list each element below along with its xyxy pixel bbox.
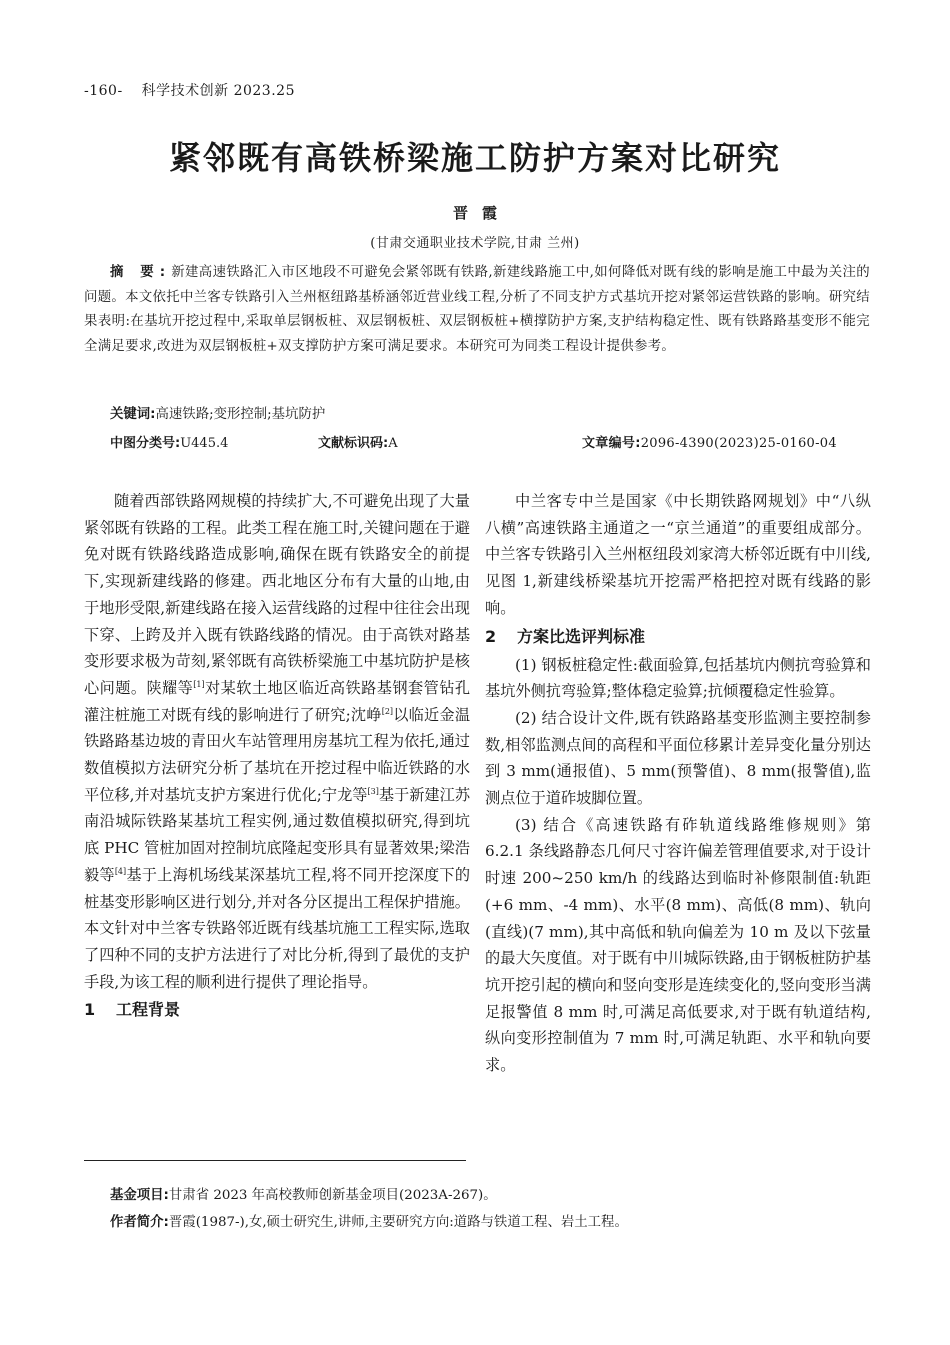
author-name: 晋霞 — [452, 204, 511, 222]
citation-4: [4] — [114, 866, 127, 876]
abstract — [84, 261, 870, 359]
author-affiliation: (甘肃交通职业技术学院,甘肃 兰州) — [370, 236, 580, 251]
page-number: -160- — [84, 83, 123, 99]
right-column — [485, 488, 871, 1079]
section-2-number: 2 — [485, 626, 497, 646]
intro-text-e: 基于上海机场线某深基坑工程,将不同开挖深度下的桩基变形影响区进行划分,并对各分区提出工程保护措施。本文针对中兰客专铁路邻近既有线基坑施工工程实际,选取了四种不同的支护方法进行了对比分析,得到了最优的支护手段,为该工程的顺利进行提供了理论指导。 — [84, 865, 471, 991]
left-column — [84, 488, 470, 1025]
bio-label: 作者简介: — [110, 1215, 169, 1230]
intro-text-a: 随着西部铁路网规模的持续扩大,不可避免出现了大量紧邻既有铁路的工程。此类工程在施工时,关键问题在于避免对既有铁路线路造成影响,确保在既有铁路安全的前提下,实现新建线路的修建。西北地区分布有大量的山地,由于地形受限,新建线路在接入运营线路的过程中往往会出现下穿、上跨及并入既有铁路线路的情况。由于高铁对路基变形要求极为苛刻,紧邻既有高铁桥梁施工中基坑防护是核心问题。陕耀等 — [84, 492, 470, 697]
funding-note — [110, 1184, 497, 1203]
intro-text-c: 以临近金温铁路路基边坡的青田火车站管理用房基坑工程为依托,通过数值模拟方法研究分析了基坑在开挖过程中临近铁路的水平位移,并对基坑支护方案进行优化;宁龙等 — [84, 705, 471, 804]
footnote-divider — [84, 1160, 466, 1161]
section-2-title: 方案比选评判标准 — [517, 626, 646, 646]
section-2-heading — [485, 624, 871, 650]
criterion-3: (3) 结合《高速铁路有砟轨道线路维修规则》第 6.2.1 条线路静态几何尺寸容许偏差管理值要求,对于设计时速 200~250 km/h 的线路达到临时补修限制值:轨距(+6 mm、-4 mm)、水平(8 mm)、高低(8 mm)、轨向(直线)(7 mm),其中高低和轨向偏差为 10 m 及以下弦量的最大矢度值。对于既有中川城际铁路,由于钢板桩防护基坑开挖引起的横向和竖向变形是连续变化的,竖向变形当满足报警值 8 mm 时,可满足高低要求,对于既有轨道结构,纵向变形控制值为 7 mm 时,可满足轨距、水平和轨向要求。 — [485, 815, 871, 1075]
abstract-label: 摘 要: — [110, 265, 172, 280]
citation-1: [1] — [193, 679, 205, 689]
keywords — [110, 403, 325, 422]
keywords-text: 高速铁路;变形控制;基坑防护 — [155, 407, 326, 422]
article-number-value: 2096-4390(2023)25-0160-04 — [640, 436, 837, 451]
funding-label: 基金项目: — [110, 1188, 169, 1203]
clc-label: 中图分类号: — [110, 436, 181, 451]
document-code — [318, 432, 398, 451]
intro-text-d: 基于新建江苏南沿城际铁路某基坑工程实例,通过数值模拟研究,得到坑底 PHC 管桩加固对控制坑底隆起变形具有显著效果;梁浩毅等 — [84, 785, 470, 884]
doc-code-label: 文献标识码: — [318, 436, 389, 451]
author-bio — [110, 1211, 628, 1230]
clc-number — [110, 432, 228, 451]
criterion-1: (1) 钢板桩稳定性:截面验算,包括基坑内侧抗弯验算和基坑外侧抗弯验算;整体稳定验算;抗倾覆稳定性验算。 — [485, 655, 871, 701]
clc-value: U445.4 — [180, 436, 229, 451]
doc-code-value: A — [388, 436, 398, 451]
section-1-heading — [84, 997, 470, 1023]
intro-paragraph — [84, 488, 470, 995]
section-1-title: 工程背景 — [116, 1000, 181, 1020]
paper-title: 紧邻既有高铁桥梁施工防护方案对比研究 — [168, 139, 781, 177]
citation-2: [2] — [381, 706, 394, 716]
article-number — [582, 432, 837, 451]
section-1-number: 1 — [84, 1000, 96, 1020]
bio-text: 晋霞(1987-),女,硕士研究生,讲师,主要研究方向:道路与铁道工程、岩土工程。 — [168, 1215, 628, 1230]
criterion-2: (2) 结合设计文件,既有铁路路基变形监测主要控制参数,相邻监测点间的高程和平面位移累计差异变化量分别达到 3 mm(通报值)、5 mm(预警值)、8 mm(报警值),监测点位于道砟坡脚位置。 — [485, 708, 871, 808]
article-number-label: 文章编号: — [582, 436, 641, 451]
intro-text-b: 对某软土地区临近高铁路基钢套管钻孔灌注桩施工对既有线的影响进行了研究;沈峥 — [84, 678, 471, 724]
background-paragraph: 中兰客专中兰是国家《中长期铁路网规划》中“八纵八横”高速铁路主通道之一“京兰通道”的重要组成部分。中兰客专铁路引入兰州枢纽段刘家湾大桥邻近既有中川线,见图 1,新建线桥梁基坑开挖需严格把控对既有线路的影响。 — [485, 492, 871, 617]
funding-text: 甘肃省 2023 年高校教师创新基金项目(2023A-267)。 — [168, 1188, 497, 1203]
citation-3: [3] — [367, 786, 379, 796]
running-header — [84, 80, 295, 100]
keywords-label: 关键词: — [110, 407, 156, 422]
abstract-text: 新建高速铁路汇入市区地段不可避免会紧邻既有铁路,新建线路施工中,如何降低对既有线的影响是施工中最为关注的问题。本文依托中兰客专铁路引入兰州枢纽路基桥涵邻近营业线工程,分析了不同支护方式基坑开挖对紧邻运营铁路的影响。研究结果表明:在基坑开挖过程中,采取单层钢板桩、双层钢板桩、双层钢板桩+横撑防护方案,支护结构稳定性、既有铁路路基变形不能完全满足要求,改进为双层钢板桩+双支撑防护方案可满足要求。本研究可为同类工程设计提供参考。 — [84, 265, 870, 354]
journal-name: 科学技术创新 2023.25 — [141, 83, 295, 99]
